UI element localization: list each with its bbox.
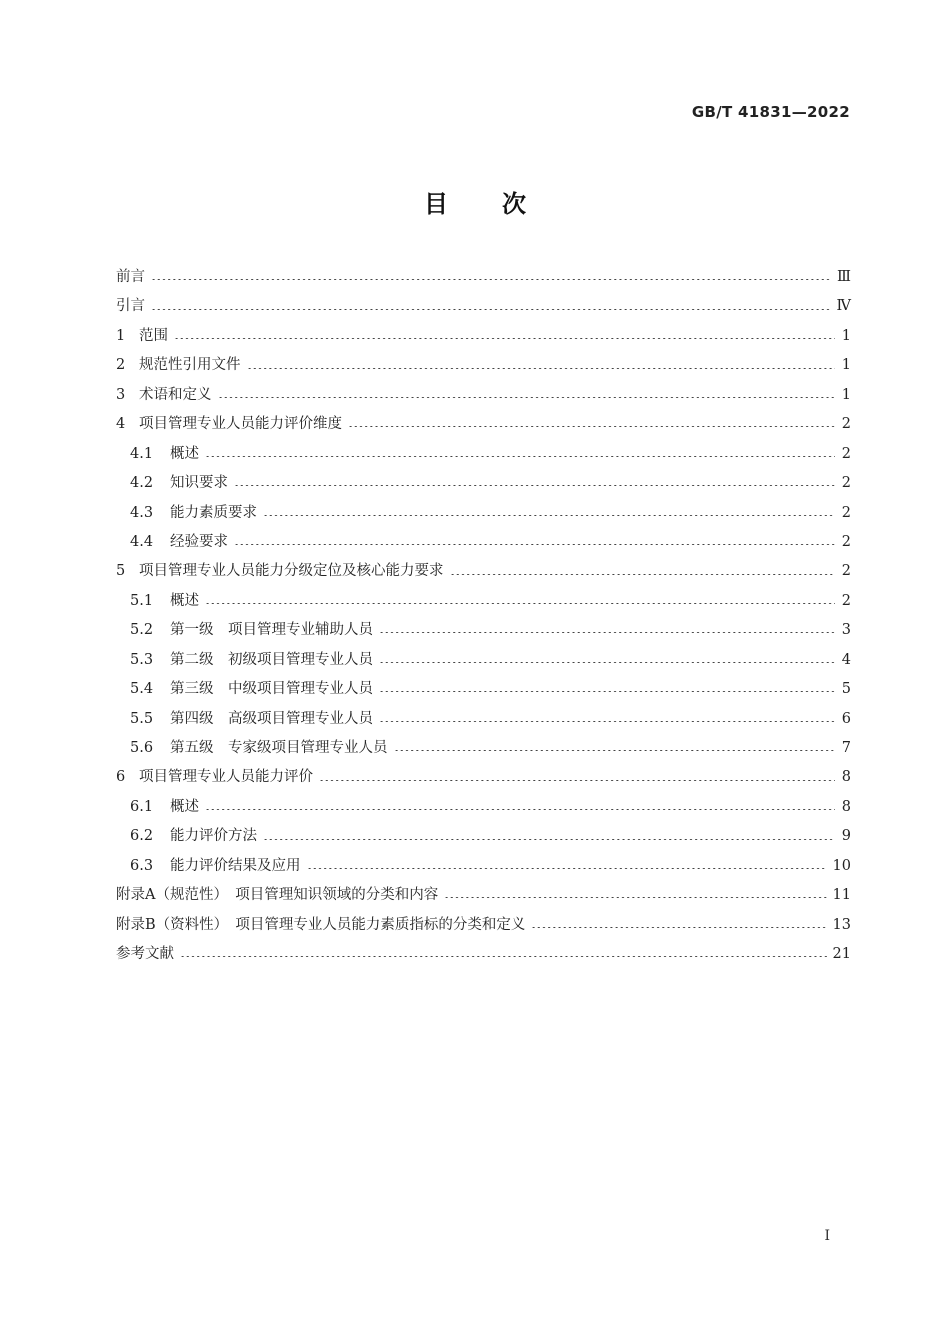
toc-entry-number: 2	[116, 357, 126, 374]
toc-entry-number: 5.4	[130, 681, 154, 698]
dot-leader	[450, 574, 836, 575]
toc-entry-number: 4	[116, 416, 126, 433]
dot-leader	[263, 839, 835, 840]
dot-leader	[379, 691, 835, 692]
toc-entry-number: 6	[116, 769, 126, 786]
toc-entry-page: 8	[841, 769, 851, 786]
toc-entry-label: 第一级 项目管理专业辅助人员	[170, 622, 373, 639]
toc-entry-number: 4.2	[130, 475, 154, 492]
toc-entry[interactable]	[116, 940, 851, 969]
toc-entry-page: 9	[841, 828, 851, 845]
toc-entry-page: Ⅳ	[836, 298, 851, 315]
toc-entry-page: 13	[832, 916, 851, 933]
toc-entry-label: 能力评价方法	[170, 828, 257, 845]
dot-leader	[247, 368, 836, 369]
standard-number: GB/T 41831—2022	[691, 103, 850, 121]
toc-entry-label: 项目管理专业人员能力分级定位及核心能力要求	[139, 563, 444, 580]
toc-entry-page: 2	[841, 592, 851, 609]
toc-entry[interactable]	[116, 410, 851, 439]
toc-entry-label: 第四级 高级项目管理专业人员	[170, 710, 373, 727]
toc-entry[interactable]	[116, 852, 851, 881]
dot-leader	[205, 456, 835, 457]
page-number-footer: I	[824, 1228, 830, 1244]
dot-leader	[379, 721, 835, 722]
dot-leader	[263, 515, 835, 516]
dot-leader	[307, 868, 827, 869]
toc-entry[interactable]	[116, 793, 851, 822]
toc-entry[interactable]	[116, 675, 851, 704]
dot-leader	[394, 750, 836, 751]
toc-entry-page: 8	[841, 798, 851, 815]
toc-entry-page: 2	[841, 563, 851, 580]
dot-leader	[348, 426, 835, 427]
toc-entry[interactable]	[116, 705, 851, 734]
toc-entry-number: 6.3	[130, 857, 154, 874]
toc-entry-label: 概述	[170, 592, 199, 609]
toc-entry-number: 1	[116, 327, 126, 344]
toc-entry[interactable]	[116, 763, 851, 792]
toc-entry[interactable]	[116, 469, 851, 498]
toc-entry[interactable]	[116, 322, 851, 351]
toc-entry-label: 规范性引用文件	[139, 357, 241, 374]
toc-entry-number: 4.3	[130, 504, 154, 521]
toc-entry-label: 项目管理专业人员能力评价维度	[139, 416, 342, 433]
toc-entry-page: 2	[841, 445, 851, 462]
toc-entry-page: 21	[832, 946, 851, 963]
toc-entry-page: 2	[841, 475, 851, 492]
toc-entry-number: 5.5	[130, 710, 154, 727]
toc-entry-page: 10	[832, 857, 851, 874]
toc-entry-label: 能力评价结果及应用	[170, 857, 301, 874]
toc-entry-number: 5	[116, 563, 126, 580]
toc-entry-number: 4.1	[130, 445, 154, 462]
toc-entry-label: 经验要求	[170, 533, 228, 550]
toc-entry-label: 前言	[116, 269, 145, 285]
dot-leader	[205, 809, 835, 810]
dot-leader	[180, 956, 827, 957]
dot-leader	[531, 927, 826, 928]
toc-entry-label: 术语和定义	[139, 386, 212, 403]
toc-entry[interactable]	[116, 292, 851, 321]
toc-entry-label: 附录B（资料性） 项目管理专业人员能力素质指标的分类和定义	[116, 916, 526, 933]
toc-entry-page: 5	[841, 681, 851, 698]
dot-leader	[174, 338, 835, 339]
dot-leader	[379, 632, 835, 633]
dot-leader	[205, 603, 835, 604]
toc-entry[interactable]	[116, 911, 851, 940]
toc-entry-page: 3	[841, 622, 851, 639]
toc-entry[interactable]	[116, 351, 851, 380]
dot-leader	[379, 662, 835, 663]
toc-entry[interactable]	[116, 557, 851, 586]
toc-entry-label: 第五级 专家级项目管理专业人员	[170, 740, 388, 756]
toc-entry[interactable]	[116, 381, 851, 410]
toc-entry-page: 6	[841, 710, 851, 727]
toc-entry-label: 知识要求	[170, 475, 228, 492]
toc-entry-label: 附录A（规范性） 项目管理知识领域的分类和内容	[116, 887, 439, 904]
toc-entry-number: 5.6	[130, 740, 154, 756]
toc-entry-label: 引言	[116, 298, 145, 315]
toc-entry[interactable]	[116, 499, 851, 528]
toc-entry-number: 3	[116, 386, 126, 403]
toc-entry-number: 6.2	[130, 828, 154, 845]
table-of-contents	[116, 263, 851, 970]
toc-entry-number: 6.1	[130, 798, 154, 815]
toc-entry[interactable]	[116, 587, 851, 616]
dot-leader	[151, 309, 831, 310]
toc-entry[interactable]	[116, 616, 851, 645]
toc-entry-label: 第三级 中级项目管理专业人员	[170, 681, 373, 698]
toc-entry-number: 5.2	[130, 622, 154, 639]
dot-leader	[218, 397, 836, 398]
toc-entry-page: 4	[841, 651, 851, 668]
toc-entry[interactable]	[116, 734, 851, 763]
toc-entry-number: 5.3	[130, 651, 154, 668]
toc-entry[interactable]	[116, 263, 851, 292]
toc-entry-page: 7	[841, 740, 851, 756]
toc-entry-page: 2	[841, 416, 851, 433]
dot-leader	[319, 780, 835, 781]
toc-entry-label: 能力素质要求	[170, 504, 257, 521]
dot-leader	[234, 544, 835, 545]
toc-entry-page: Ⅲ	[837, 269, 851, 285]
toc-entry-page: 2	[841, 533, 851, 550]
toc-entry[interactable]	[116, 822, 851, 851]
toc-entry[interactable]	[116, 646, 851, 675]
toc-entry-label: 概述	[170, 798, 199, 815]
toc-title: 目次	[424, 190, 580, 218]
dot-leader	[234, 485, 835, 486]
toc-entry-number: 5.1	[130, 592, 154, 609]
dot-leader	[444, 897, 826, 898]
toc-entry-label: 范围	[139, 327, 168, 344]
toc-entry-page: 11	[832, 887, 851, 904]
toc-entry[interactable]	[116, 881, 851, 910]
toc-entry-page: 1	[841, 357, 851, 374]
toc-entry-label: 概述	[170, 445, 199, 462]
toc-entry[interactable]	[116, 528, 851, 557]
toc-entry-page: 1	[841, 327, 851, 344]
toc-entry-label: 参考文献	[116, 946, 174, 963]
toc-entry[interactable]	[116, 440, 851, 469]
toc-entry-label: 第二级 初级项目管理专业人员	[170, 651, 373, 668]
toc-entry-number: 4.4	[130, 533, 154, 550]
toc-entry-page: 1	[841, 386, 851, 403]
dot-leader	[151, 279, 831, 280]
toc-entry-label: 项目管理专业人员能力评价	[139, 769, 313, 786]
toc-entry-page: 2	[841, 504, 851, 521]
